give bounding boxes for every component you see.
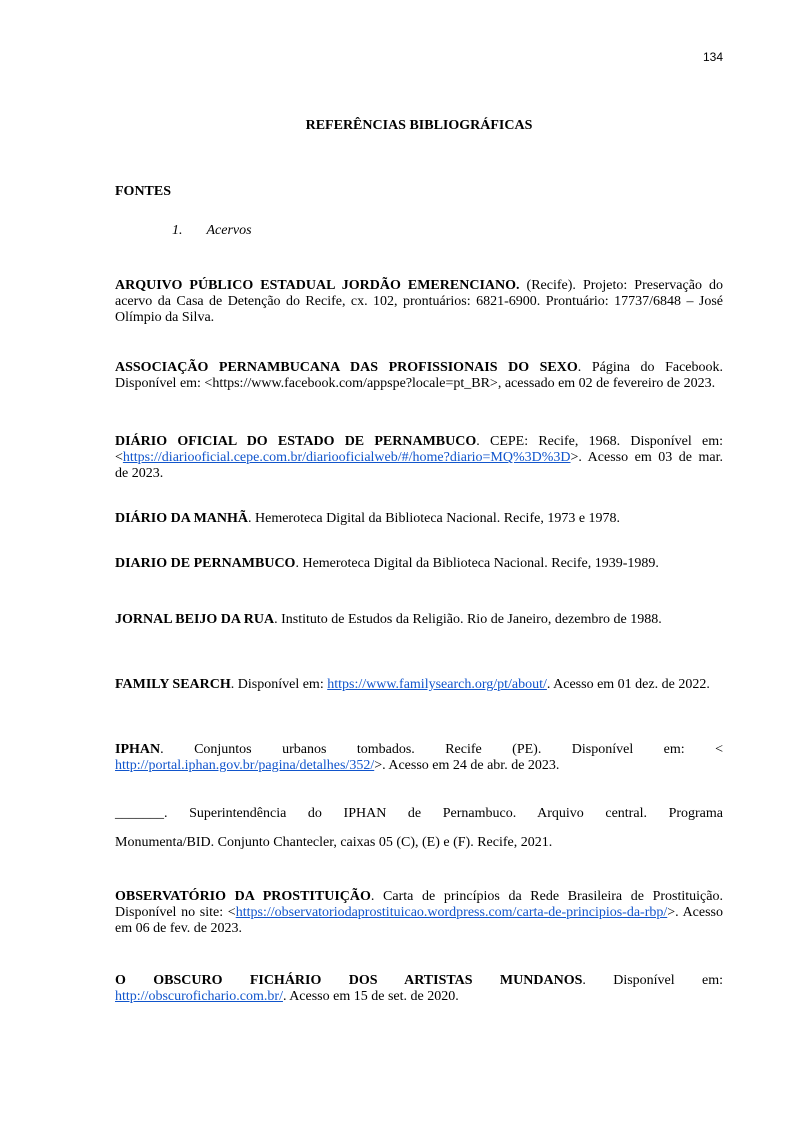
- reference-text: . Hemeroteca Digital da Biblioteca Nacional. Recife, 1939-1989.: [295, 556, 659, 571]
- reference-entry-line: [115, 835, 723, 851]
- reference-author: ASSOCIAÇÃO PERNAMBUCANA DAS PROFISSIONAIS DO SEXO: [115, 360, 578, 375]
- reference-text: . Página do Facebook. Disponível em: <https://www.facebook.com/appspe?locale=pt_BR>, acessado em 02 de fevereiro de 2023.: [115, 360, 724, 391]
- reference-repeat-dash: _______: [115, 806, 164, 821]
- reference-link[interactable]: http://portal.iphan.gov.br/pagina/detalhes/352/: [115, 758, 375, 773]
- reference-text: >. Acesso em 06 de fev. de 2023.: [115, 905, 724, 936]
- page-title: REFERÊNCIAS BIBLIOGRÁFICAS: [305, 118, 533, 133]
- reference-entry: [115, 612, 723, 628]
- reference-link[interactable]: http://obscurofichario.com.br/: [115, 989, 283, 1004]
- reference-text: . Conjuntos urbanos tombados. Recife (PE). Disponível em: <: [160, 742, 723, 757]
- page-number: 134: [702, 50, 723, 64]
- reference-author: DIÁRIO DA MANHÃ: [115, 511, 248, 526]
- reference-author: DIARIO DE PERNAMBUCO: [115, 556, 296, 571]
- reference-entry-line: [115, 806, 723, 822]
- reference-entry: [115, 360, 723, 392]
- reference-link[interactable]: https://observatoriodaprostituicao.wordpress.com/carta-de-principios-da-rbp/: [235, 905, 668, 920]
- reference-entry: [115, 434, 723, 482]
- reference-text: . CEPE: Recife, 1968. Disponível em: <: [115, 434, 723, 465]
- reference-text: . Disponível em:: [230, 677, 328, 692]
- reference-author: JORNAL BEIJO DA RUA: [115, 612, 275, 627]
- reference-text: . Disponível em:: [582, 973, 724, 988]
- reference-entry: [115, 973, 723, 1005]
- reference-author: FAMILY SEARCH: [115, 677, 231, 692]
- reference-link[interactable]: https://diariooficial.cepe.com.br/diariooficialweb/#/home?diario=MQ%3D%3D: [122, 450, 571, 465]
- reference-author: IPHAN: [115, 742, 161, 757]
- reference-text: Monumenta/BID. Conjunto Chantecler, caixas 05 (C), (E) e (F). Recife, 2021.: [115, 835, 553, 850]
- reference-text: . Superintendência do IPHAN de Pernambuco. Arquivo central. Programa: [164, 806, 723, 821]
- section-heading: FONTES: [115, 184, 172, 199]
- reference-text: . Instituto de Estudos da Religião. Rio de Janeiro, dezembro de 1988.: [274, 612, 662, 627]
- reference-entry: [115, 556, 723, 572]
- reference-text: . Acesso em 01 dez. de 2022.: [546, 677, 710, 692]
- reference-author: ARQUIVO PÚBLICO ESTADUAL JORDÃO EMERENCIANO.: [115, 278, 520, 293]
- reference-text: (Recife). Projeto: Preservação do acervo da Casa de Detenção do Recife, cx. 102, prontuários: 6821-6900. Prontuário: 17737/6848 – José Olímpio da Silva.: [115, 278, 723, 325]
- reference-text: . Acesso em 15 de set. de 2020.: [282, 989, 459, 1004]
- reference-entry: [115, 511, 723, 527]
- reference-text: >. Acesso em 24 de abr. de 2023.: [374, 758, 560, 773]
- reference-entry: [115, 677, 723, 693]
- reference-text: . Hemeroteca Digital da Biblioteca Nacional. Recife, 1973 e 1978.: [248, 511, 621, 526]
- subsection-number: 1.: [172, 223, 183, 238]
- subsection-label: Acervos: [206, 223, 252, 238]
- reference-link[interactable]: https://www.familysearch.org/pt/about/: [327, 677, 547, 692]
- reference-entry: [115, 889, 723, 937]
- reference-author: O OBSCURO FICHÁRIO DOS ARTISTAS MUNDANOS: [115, 973, 583, 988]
- reference-text: >. Acesso em 03 de mar. de 2023.: [115, 450, 723, 481]
- reference-text: . Carta de princípios da Rede Brasileira de Prostituição. Disponível no site: <: [115, 889, 723, 920]
- subsection-heading: [172, 223, 252, 239]
- reference-entry: [115, 742, 723, 774]
- reference-entry: [115, 278, 723, 326]
- reference-author: DIÁRIO OFICIAL DO ESTADO DE PERNAMBUCO: [115, 434, 477, 449]
- reference-author: OBSERVATÓRIO DA PROSTITUIÇÃO: [115, 889, 371, 904]
